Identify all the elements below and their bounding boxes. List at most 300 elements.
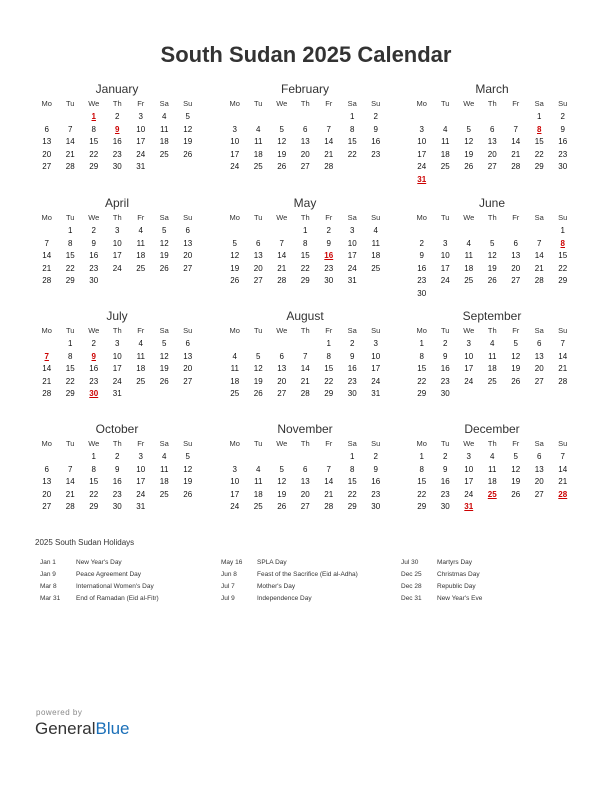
weekday-header: We <box>88 213 100 222</box>
holiday-day-cell: 16 <box>324 251 334 260</box>
day-cell: 19 <box>253 376 263 386</box>
weekday-header: Sa <box>159 439 169 448</box>
day-cell: 19 <box>464 149 474 159</box>
day-cell: 24 <box>464 489 474 499</box>
day-cell: 4 <box>138 339 143 348</box>
day-cell: 21 <box>65 489 75 499</box>
day-cell: 12 <box>230 251 240 260</box>
weekday-header: Su <box>558 439 568 448</box>
day-cell: 28 <box>300 389 310 398</box>
weekday-header: We <box>88 99 100 108</box>
day-cell: 19 <box>511 364 521 373</box>
day-cell: 2 <box>560 112 565 121</box>
empty-cell <box>481 225 505 238</box>
day-cell: 1 <box>68 226 73 235</box>
weekday-header: We <box>463 99 475 108</box>
day-cell: 9 <box>91 238 96 248</box>
day-cell: 29 <box>89 162 99 171</box>
weekday-header: Fr <box>512 439 520 448</box>
month-name: December <box>464 422 520 436</box>
day-cell: 12 <box>253 364 263 373</box>
day-cell: 14 <box>534 251 544 260</box>
empty-cell <box>270 338 294 351</box>
day-cell: 27 <box>183 376 193 386</box>
day-cell: 1 <box>303 226 308 235</box>
day-cell: 16 <box>371 477 381 486</box>
day-cell: 15 <box>558 251 568 260</box>
weekday-header: Tu <box>254 213 263 222</box>
month-april <box>35 196 195 288</box>
day-cell: 27 <box>300 162 310 171</box>
day-cell: 3 <box>373 339 378 348</box>
holiday-name: End of Ramadan (Eid al-Fitr) <box>76 595 159 602</box>
day-cell: 20 <box>183 364 193 373</box>
day-cell: 22 <box>417 376 427 386</box>
day-cell: 19 <box>159 251 169 260</box>
day-cell: 11 <box>160 464 169 474</box>
day-cell: 6 <box>490 124 495 134</box>
holiday-date: Jul 7 <box>221 583 235 590</box>
day-cell: 17 <box>371 364 381 373</box>
day-cell: 17 <box>230 489 240 499</box>
holiday-day-cell: 28 <box>558 489 568 499</box>
day-cell: 23 <box>347 376 357 386</box>
empty-cell <box>223 225 247 238</box>
day-cell: 28 <box>324 162 334 171</box>
day-cell: 27 <box>534 489 544 499</box>
empty-cell <box>270 451 294 464</box>
day-cell: 30 <box>324 276 334 285</box>
month-name: July <box>106 309 128 323</box>
day-cell: 21 <box>324 149 334 159</box>
weekday-header: Mo <box>41 439 52 448</box>
day-cell: 6 <box>513 238 518 248</box>
month-name: November <box>277 422 333 436</box>
weekday-header: We <box>463 326 475 335</box>
day-cell: 30 <box>347 389 357 398</box>
day-cell: 17 <box>347 251 357 260</box>
empty-cell <box>457 111 481 124</box>
day-cell: 12 <box>511 351 521 361</box>
day-cell: 10 <box>347 238 357 248</box>
weekday-header: Tu <box>254 99 263 108</box>
day-cell: 29 <box>324 389 334 398</box>
day-cell: 30 <box>89 276 99 285</box>
weekday-header: Sa <box>159 213 169 222</box>
day-cell: 28 <box>277 276 287 285</box>
day-cell: 26 <box>159 376 169 386</box>
day-cell: 13 <box>42 137 52 146</box>
day-cell: 10 <box>417 137 427 146</box>
day-cell: 3 <box>232 124 237 134</box>
empty-cell <box>410 111 434 124</box>
month-name: June <box>478 196 506 210</box>
day-cell: 8 <box>350 124 355 134</box>
weekday-header: Tu <box>66 213 75 222</box>
holiday-date: Mar 8 <box>40 583 57 590</box>
weekday-header: Th <box>112 213 122 222</box>
day-cell: 31 <box>136 162 146 171</box>
day-cell: 27 <box>277 389 287 398</box>
month-september <box>410 309 570 401</box>
holiday-row <box>396 593 482 605</box>
day-cell: 4 <box>490 339 495 348</box>
day-cell: 23 <box>89 376 99 386</box>
weekday-header: Tu <box>66 99 75 108</box>
holiday-name: Independence Day <box>257 595 312 602</box>
weekday-header: Tu <box>66 326 75 335</box>
day-cell: 29 <box>65 276 75 285</box>
empty-cell <box>504 225 528 238</box>
day-cell: 9 <box>373 124 378 134</box>
day-cell: 10 <box>230 477 240 486</box>
day-cell: 23 <box>89 263 99 273</box>
day-cell: 21 <box>42 263 52 273</box>
weekday-header: We <box>88 326 100 335</box>
day-cell: 20 <box>277 376 287 386</box>
day-cell: 29 <box>65 389 75 398</box>
holiday-date: Jul 30 <box>401 559 419 566</box>
day-cell: 17 <box>464 364 474 373</box>
weekday-header: Su <box>558 326 568 335</box>
day-cell: 8 <box>68 238 73 248</box>
holiday-row <box>216 581 358 593</box>
weekday-header: Fr <box>325 213 333 222</box>
brand-general: General <box>35 719 96 738</box>
day-cell: 28 <box>558 376 568 386</box>
empty-cell <box>434 111 458 124</box>
weekday-header: Mo <box>229 99 240 108</box>
month-grid <box>35 324 195 401</box>
holiday-name: Christmas Day <box>437 571 480 578</box>
day-cell: 26 <box>277 162 287 171</box>
brand-logo[interactable] <box>35 719 130 739</box>
weekday-header: Th <box>487 439 497 448</box>
weekday-header: Mo <box>416 326 427 335</box>
day-cell: 22 <box>347 489 357 499</box>
day-cell: 27 <box>183 263 193 273</box>
day-cell: 14 <box>277 251 287 260</box>
day-cell: 4 <box>443 124 448 134</box>
empty-cell <box>294 338 318 351</box>
day-cell: 22 <box>89 149 99 159</box>
day-cell: 13 <box>42 477 52 486</box>
weekday-header: Sa <box>347 439 357 448</box>
weekday-header: Su <box>183 439 193 448</box>
month-grid <box>35 97 195 174</box>
day-cell: 23 <box>440 376 450 386</box>
day-cell: 5 <box>232 238 237 248</box>
weekday-header: Fr <box>512 213 520 222</box>
day-cell: 21 <box>558 477 568 486</box>
month-july <box>35 309 195 401</box>
day-cell: 12 <box>464 137 474 146</box>
day-cell: 13 <box>534 464 544 474</box>
day-cell: 13 <box>253 251 263 260</box>
weekday-header: Tu <box>441 326 450 335</box>
day-cell: 11 <box>488 464 497 474</box>
day-cell: 2 <box>350 339 355 348</box>
day-cell: 9 <box>115 464 120 474</box>
day-cell: 30 <box>112 162 122 171</box>
weekday-header: Fr <box>137 213 145 222</box>
weekday-header: Su <box>183 326 193 335</box>
holiday-name: SPLA Day <box>257 559 287 566</box>
day-cell: 18 <box>371 251 381 260</box>
weekday-header: Th <box>487 213 497 222</box>
month-grid <box>223 211 383 288</box>
empty-cell <box>223 451 247 464</box>
day-cell: 11 <box>371 238 380 248</box>
day-cell: 24 <box>112 376 122 386</box>
day-cell: 14 <box>65 477 75 486</box>
month-august <box>223 309 383 401</box>
day-cell: 26 <box>277 502 287 511</box>
empty-cell <box>294 451 318 464</box>
day-cell: 5 <box>513 339 518 348</box>
day-cell: 17 <box>464 477 474 486</box>
holiday-row <box>396 557 482 569</box>
day-cell: 25 <box>159 149 169 159</box>
weekday-header: We <box>276 439 288 448</box>
empty-cell <box>35 225 59 238</box>
day-cell: 11 <box>136 351 145 361</box>
day-cell: 10 <box>136 124 146 134</box>
day-cell: 10 <box>112 238 122 248</box>
day-cell: 27 <box>511 276 521 285</box>
weekday-header: Fr <box>325 99 333 108</box>
holiday-row <box>216 569 358 581</box>
empty-cell <box>294 111 318 124</box>
month-grid <box>223 437 383 514</box>
day-cell: 13 <box>487 137 497 146</box>
holiday-row <box>396 581 482 593</box>
day-cell: 3 <box>350 226 355 235</box>
day-cell: 8 <box>419 464 424 474</box>
day-cell: 31 <box>136 502 146 511</box>
day-cell: 5 <box>490 238 495 248</box>
day-cell: 3 <box>115 226 120 235</box>
day-cell: 16 <box>89 251 99 260</box>
day-cell: 27 <box>534 376 544 386</box>
day-cell: 6 <box>44 464 49 474</box>
day-cell: 7 <box>560 339 565 348</box>
day-cell: 2 <box>115 112 120 121</box>
day-cell: 24 <box>112 263 122 273</box>
day-cell: 6 <box>537 339 542 348</box>
empty-cell <box>528 225 552 238</box>
holiday-name: International Women's Day <box>76 583 154 590</box>
day-cell: 26 <box>183 149 193 159</box>
day-cell: 24 <box>136 489 146 499</box>
day-cell: 24 <box>464 376 474 386</box>
month-name: January <box>95 82 139 96</box>
day-cell: 21 <box>65 149 75 159</box>
day-cell: 29 <box>558 276 568 285</box>
weekday-header: Th <box>300 326 310 335</box>
day-cell: 12 <box>277 477 287 486</box>
empty-cell <box>317 451 341 464</box>
day-cell: 22 <box>347 149 357 159</box>
day-cell: 15 <box>89 477 99 486</box>
weekday-header: Th <box>300 99 310 108</box>
day-cell: 4 <box>466 238 471 248</box>
weekday-header: Fr <box>325 439 333 448</box>
day-cell: 26 <box>159 263 169 273</box>
empty-cell <box>247 451 271 464</box>
weekday-header: Mo <box>41 213 52 222</box>
weekday-header: Sa <box>534 99 544 108</box>
weekday-header: Su <box>183 213 193 222</box>
day-cell: 2 <box>326 226 331 235</box>
day-cell: 6 <box>185 339 190 348</box>
weekday-header: Fr <box>137 99 145 108</box>
day-cell: 18 <box>159 477 169 486</box>
day-cell: 15 <box>300 251 310 260</box>
month-name: February <box>280 82 330 96</box>
month-name: March <box>475 82 509 96</box>
day-cell: 25 <box>230 389 240 398</box>
day-cell: 3 <box>232 464 237 474</box>
weekday-header: Mo <box>416 439 427 448</box>
day-cell: 16 <box>417 263 427 273</box>
weekday-header: Tu <box>441 439 450 448</box>
empty-cell <box>410 225 434 238</box>
day-cell: 22 <box>89 489 99 499</box>
day-cell: 29 <box>417 389 427 398</box>
day-cell: 4 <box>490 452 495 461</box>
day-cell: 2 <box>91 226 96 235</box>
month-name: August <box>286 309 324 323</box>
day-cell: 15 <box>534 137 544 146</box>
brand-blue: Blue <box>95 719 130 738</box>
day-cell: 30 <box>417 288 427 298</box>
day-cell: 22 <box>534 149 544 159</box>
day-cell: 6 <box>303 464 308 474</box>
day-cell: 15 <box>417 477 427 486</box>
day-cell: 22 <box>300 263 310 273</box>
day-cell: 24 <box>136 149 146 159</box>
day-cell: 20 <box>511 263 521 273</box>
empty-cell <box>270 111 294 124</box>
day-cell: 12 <box>183 124 193 134</box>
day-cell: 2 <box>373 452 378 461</box>
day-cell: 3 <box>443 238 448 248</box>
day-cell: 24 <box>230 502 240 511</box>
month-grid <box>35 211 195 288</box>
day-cell: 5 <box>185 112 190 121</box>
day-cell: 25 <box>464 276 474 285</box>
weekday-header: Th <box>112 439 122 448</box>
day-cell: 27 <box>300 502 310 511</box>
weekday-header: Tu <box>66 439 75 448</box>
day-cell: 17 <box>440 263 450 273</box>
day-cell: 7 <box>68 124 73 134</box>
weekday-header: Sa <box>347 326 357 335</box>
day-cell: 1 <box>350 112 355 121</box>
day-cell: 9 <box>443 351 448 361</box>
day-cell: 11 <box>441 137 450 146</box>
holidays-title: 2025 South Sudan Holidays <box>35 538 135 547</box>
day-cell: 7 <box>68 464 73 474</box>
day-cell: 4 <box>373 226 378 235</box>
day-cell: 5 <box>256 351 261 361</box>
day-cell: 11 <box>464 251 473 260</box>
weekday-header: Mo <box>229 326 240 335</box>
day-cell: 9 <box>560 124 565 134</box>
day-cell: 24 <box>347 263 357 273</box>
day-cell: 21 <box>277 263 287 273</box>
day-cell: 7 <box>560 452 565 461</box>
day-cell: 1 <box>326 339 331 348</box>
holiday-day-cell: 7 <box>44 351 49 361</box>
holiday-name: New Year's Eve <box>437 595 483 602</box>
weekday-header: Tu <box>254 439 263 448</box>
holiday-column-1 <box>35 557 159 605</box>
day-cell: 25 <box>440 162 450 171</box>
day-cell: 9 <box>443 464 448 474</box>
day-cell: 5 <box>513 452 518 461</box>
day-cell: 25 <box>253 162 263 171</box>
day-cell: 17 <box>136 137 146 146</box>
holiday-date: Jul 9 <box>221 595 235 602</box>
day-cell: 18 <box>487 477 497 486</box>
day-cell: 10 <box>464 351 474 361</box>
day-cell: 5 <box>162 339 167 348</box>
day-cell: 16 <box>371 137 381 146</box>
day-cell: 4 <box>162 112 167 121</box>
day-cell: 18 <box>253 489 263 499</box>
day-cell: 16 <box>558 137 568 146</box>
empty-cell <box>434 225 458 238</box>
day-cell: 30 <box>371 502 381 511</box>
day-cell: 7 <box>326 464 331 474</box>
day-cell: 26 <box>487 276 497 285</box>
holiday-day-cell: 9 <box>115 124 120 134</box>
day-cell: 11 <box>230 364 239 373</box>
month-january <box>35 82 195 174</box>
day-cell: 20 <box>487 149 497 159</box>
holiday-day-cell: 30 <box>89 389 99 398</box>
holiday-row <box>396 569 482 581</box>
day-cell: 7 <box>326 124 331 134</box>
day-cell: 14 <box>558 351 568 361</box>
day-cell: 29 <box>417 502 427 511</box>
empty-cell <box>504 111 528 124</box>
month-name: May <box>293 196 317 210</box>
weekday-header: Sa <box>534 439 544 448</box>
day-cell: 7 <box>44 238 49 248</box>
weekday-header: Th <box>300 439 310 448</box>
weekday-header: We <box>463 439 475 448</box>
day-cell: 28 <box>42 389 52 398</box>
holiday-name: Martyrs Day <box>437 559 473 566</box>
day-cell: 8 <box>419 351 424 361</box>
day-cell: 11 <box>160 124 169 134</box>
empty-cell <box>481 111 505 124</box>
day-cell: 1 <box>419 339 424 348</box>
day-cell: 24 <box>440 276 450 285</box>
day-cell: 2 <box>443 339 448 348</box>
holiday-row <box>35 557 159 569</box>
holiday-date: Jan 9 <box>40 571 56 578</box>
day-cell: 31 <box>112 389 122 398</box>
weekday-header: Mo <box>416 213 427 222</box>
day-cell: 21 <box>324 489 334 499</box>
day-cell: 12 <box>159 351 169 361</box>
day-cell: 30 <box>558 162 568 171</box>
day-cell: 14 <box>511 137 521 146</box>
